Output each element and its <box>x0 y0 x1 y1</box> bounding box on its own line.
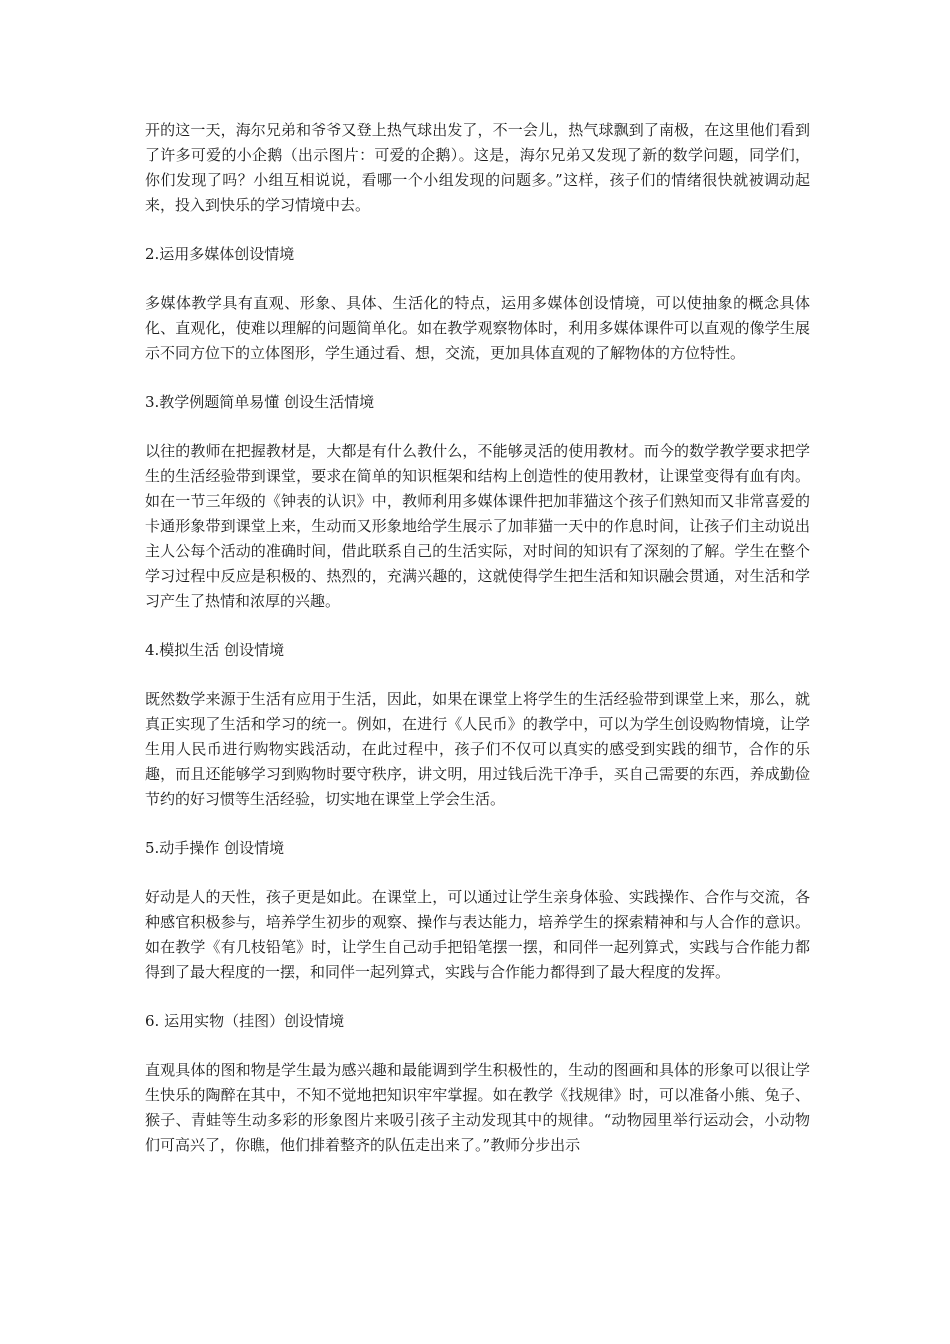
section-heading-simulate-life: 4.模拟生活 创设情境 <box>145 641 285 659</box>
section-paragraph-multimedia: 多媒体教学具有直观、形象、具体、生活化的特点，运用多媒体创设情境，可以使抽象的概念具体化、直观化，使难以理解的问题简单化。如在教学观察物体时，利用多媒体课件可以直观的像学生展示不同方位下的立体图形，学生通过看、想，交流，更加具体直观的了解物体的方位特性。 <box>145 294 810 362</box>
document-body <box>145 118 810 1182</box>
section-paragraph-hands-on: 好动是人的天性，孩子更是如此。在课堂上，可以通过让学生亲身体验、实践操作、合作与交流，各种感官积极参与，培养学生初步的观察、操作与表达能力，培养学生的探索精神和与人合作的意识。如在教学《有几枝铅笔》时，让学生自己动手把铅笔摆一摆，和同伴一起列算式，实践与合作能力都得到了最大程度的一摆，和同伴一起列算式，实践与合作能力都得到了最大程度的发挥。 <box>145 888 810 981</box>
section-paragraph-life-situation: 以往的教师在把握教材是，大都是有什么教什么，不能够灵活的使用教材。而今的数学教学要求把学生的生活经验带到课堂，要求在简单的知识框架和结构上创造性的使用教材，让课堂变得有血有肉。如在一节三年级的《钟表的认识》中，教师利用多媒体课件把加菲猫这个孩子们熟知而又非常喜爱的卡通形象带到课堂上来，生动而又形象地给学生展示了加菲猫一天中的作息时间，让孩子们主动说出主人公每个活动的准确时间，借此联系自己的生活实际，对时间的知识有了深刻的了解。学生在整个学习过程中反应是积极的、热烈的，充满兴趣的，这就使得学生把生活和知识融会贯通，对生活和学习产生了热情和浓厚的兴趣。 <box>145 442 810 610</box>
section-heading-real-objects: 6. 运用实物（挂图）创设情境 <box>145 1012 345 1030</box>
section-paragraph-simulate-life: 既然数学来源于生活有应用于生活，因此，如果在课堂上将学生的生活经验带到课堂上来，那么，就真正实现了生活和学习的统一。例如，在进行《人民币》的教学中，可以为学生创设购物情境，让学生用人民币进行购物实践活动，在此过程中，孩子们不仅可以真实的感受到实践的细节，合作的乐趣，而且还能够学习到购物时要守秩序，讲文明，用过钱后洗干净手，买自己需要的东西，养成勤俭节约的好习惯等生活经验，切实地在课堂上学会生活。 <box>145 690 810 808</box>
section-heading-life-situation: 3.教学例题简单易懂 创设生活情境 <box>145 393 375 411</box>
section-paragraph-real-objects: 直观具体的图和物是学生最为感兴趣和最能调到学生积极性的，生动的图画和具体的形象可以很让学生快乐的陶醉在其中，不知不觉地把知识牢牢掌握。如在教学《找规律》时，可以准备小熊、兔子、猴子、青蛙等生动多彩的形象图片来吸引孩子主动发现其中的规律。“动物园里举行运动会，小动物们可高兴了，你瞧，他们排着整齐的队伍走出来了。”教师分步出示 <box>145 1061 810 1154</box>
intro-paragraph: 开的这一天，海尔兄弟和爷爷又登上热气球出发了，不一会儿，热气球飘到了南极，在这里他们看到了许多可爱的小企鹅（出示图片：可爱的企鹅）。这是，海尔兄弟又发现了新的数学问题，同学们，你们发现了吗？小组互相说说，看哪一个小组发现的问题多。”这样，孩子们的情绪很快就被调动起来，投入到快乐的学习情境中去。 <box>145 121 810 214</box>
section-heading-multimedia: 2.运用多媒体创设情境 <box>145 245 295 263</box>
section-heading-hands-on: 5.动手操作 创设情境 <box>145 839 285 857</box>
